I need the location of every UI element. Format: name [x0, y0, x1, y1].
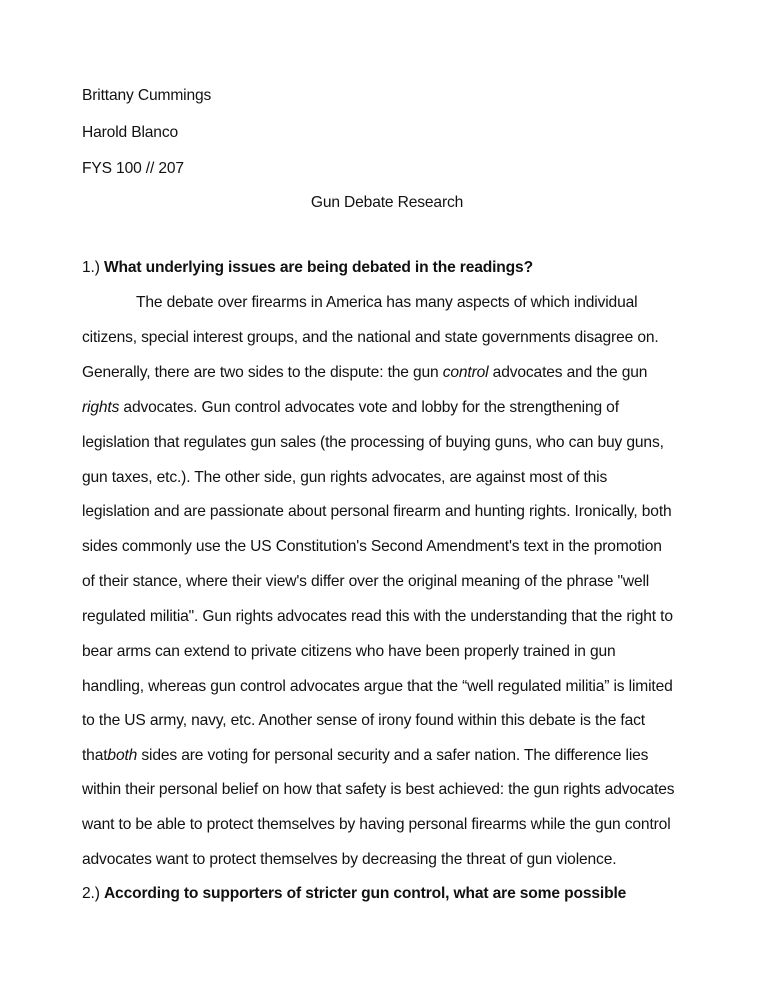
text-run: Generally, there are two sides to the dispute: the gun — [82, 364, 443, 381]
answer-line: of their stance, where their view's differ over the original meaning of the phrase "well — [82, 573, 650, 590]
document-title-row — [0, 193, 768, 213]
italic-emphasis: rights — [82, 399, 120, 416]
answer-line: regulated militia". Gun rights advocates read this with the understanding that the right to — [82, 608, 673, 625]
answer-line: gun taxes, etc.). The other side, gun rights advocates, are against most of this — [82, 469, 608, 486]
answer-line: legislation that regulates gun sales (the processing of buying guns, who can buy guns, — [82, 434, 664, 451]
answer-line: bear arms can extend to private citizens who have been properly trained in gun — [82, 643, 616, 660]
answer-line — [82, 398, 619, 418]
answer-line: to the US army, navy, etc. Another sense of irony found within this debate is the fact — [82, 712, 645, 729]
author-name: Brittany Cummings — [82, 87, 212, 104]
question-2 — [82, 884, 626, 904]
question-text: According to supporters of stricter gun control, what are some possible — [103, 885, 627, 902]
text-run: advocates. Gun control advocates vote and lobby for the strengthening of — [119, 399, 619, 416]
italic-emphasis: control — [442, 364, 489, 381]
answer-line: handling, whereas gun control advocates argue that the “well regulated militia” is limited — [82, 678, 673, 695]
document-title: Gun Debate Research — [310, 194, 464, 211]
question-number: 1.) — [82, 259, 100, 276]
answer-line: advocates want to protect themselves by decreasing the threat of gun violence. — [82, 851, 617, 868]
instructor-name: Harold Blanco — [82, 124, 178, 141]
answer-line: want to be able to protect themselves by having personal firearms while the gun control — [82, 816, 671, 833]
answer-line: sides commonly use the US Constitution's Second Amendment's text in the promotion — [82, 538, 662, 555]
question-1 — [82, 258, 533, 278]
question-number: 2.) — [82, 885, 100, 902]
text-run: sides are voting for personal security and a safer nation. The difference lies — [137, 747, 649, 764]
question-text: What underlying issues are being debated in the readings? — [103, 259, 533, 276]
answer-line: legislation and are passionate about personal firearm and hunting rights. Ironically, both — [82, 503, 672, 520]
answer-line: citizens, special interest groups, and the national and state governments disagree on. — [82, 329, 659, 346]
answer-line — [82, 746, 648, 766]
italic-emphasis: both — [107, 747, 138, 764]
course-code: FYS 100 // 207 — [82, 160, 184, 177]
answer-line — [82, 363, 647, 383]
text-run: that — [82, 747, 108, 764]
text-run: advocates and the gun — [488, 364, 648, 381]
answer-line: The debate over firearms in America has many aspects of which individual — [136, 294, 638, 311]
answer-line: within their personal belief on how that safety is best achieved: the gun rights advocates — [82, 781, 675, 798]
